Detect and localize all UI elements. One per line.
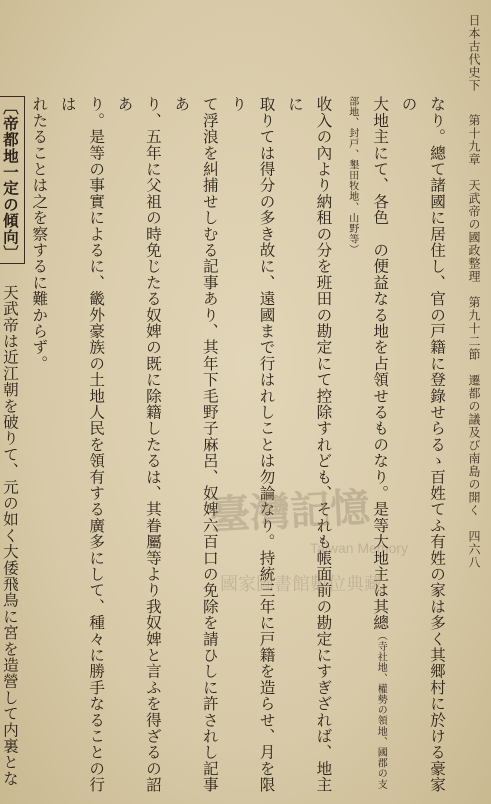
text-column-6: り、五年に父祖の時免じたる奴婢の既に除籍したるは、其眷屬等より我奴婢と言ふを得ざるの詔あ (115, 96, 162, 793)
text-column-3: 收入の內より納租の分を班田の勘定にて控除すれども、それも帳面前の勘定にすぎざれば、地主に (285, 96, 333, 793)
library-watermark (190, 470, 450, 620)
watermark-logo-text: 臺灣記憶 (209, 483, 372, 540)
section-heading: 〔帝都地一定の傾向〕 (0, 96, 25, 264)
running-header (463, 14, 483, 749)
text-column-9: 〔帝都地一定の傾向〕 天武帝は近江朝を破りて、元の如く大倭飛鳥に宮を造營して内裏とな (0, 96, 25, 796)
inline-note: （寺社地、權勢の領地、國郡の支 部地、封戸、墾田牧地、山野等） (346, 96, 387, 790)
chapter-section-title: 第十九章 天武帝の國政整理 第九十二節 遷都の議及び南島の開く 四六八 (467, 114, 481, 569)
text-column-2: 大地主にて、各色 の便益なる地を占領せるものなり。是等大地主は其總（寺社地、權勢の領地、國郡の支 部地、封戸、墾田牧地、山野等） (337, 96, 394, 796)
text-column-7: り。是等の事實によるに、畿外豪族の土地人民を領有する廣多にして、種々に勝手なることの行は (58, 96, 106, 793)
watermark-library-name: 國家圖書館數位典藏 (220, 574, 382, 595)
text-column-5: て浮浪を糾捕せしむる記事あり、其年下毛野子麻呂、奴婢六百口の免除を請ひしに許されし記事あ (172, 96, 219, 793)
main-text (0, 96, 451, 796)
text-column-8: れたることは之を察するに難からず。 (30, 96, 49, 372)
book-title: 日本古代史下 (467, 14, 481, 92)
watermark-english: Taiwan Memory (310, 540, 409, 556)
text-column-4: 取りては得分の多き故に、遠國まで行はれしことは勿論なり。持統三年に戸籍を造らせ、月を限り (229, 96, 276, 793)
text-column-1: なり。總て諸國に居住し、官の戸籍に登錄せらるゝ百姓てふ有姓の家は多く其郷村に於ける豪家の (399, 96, 446, 793)
